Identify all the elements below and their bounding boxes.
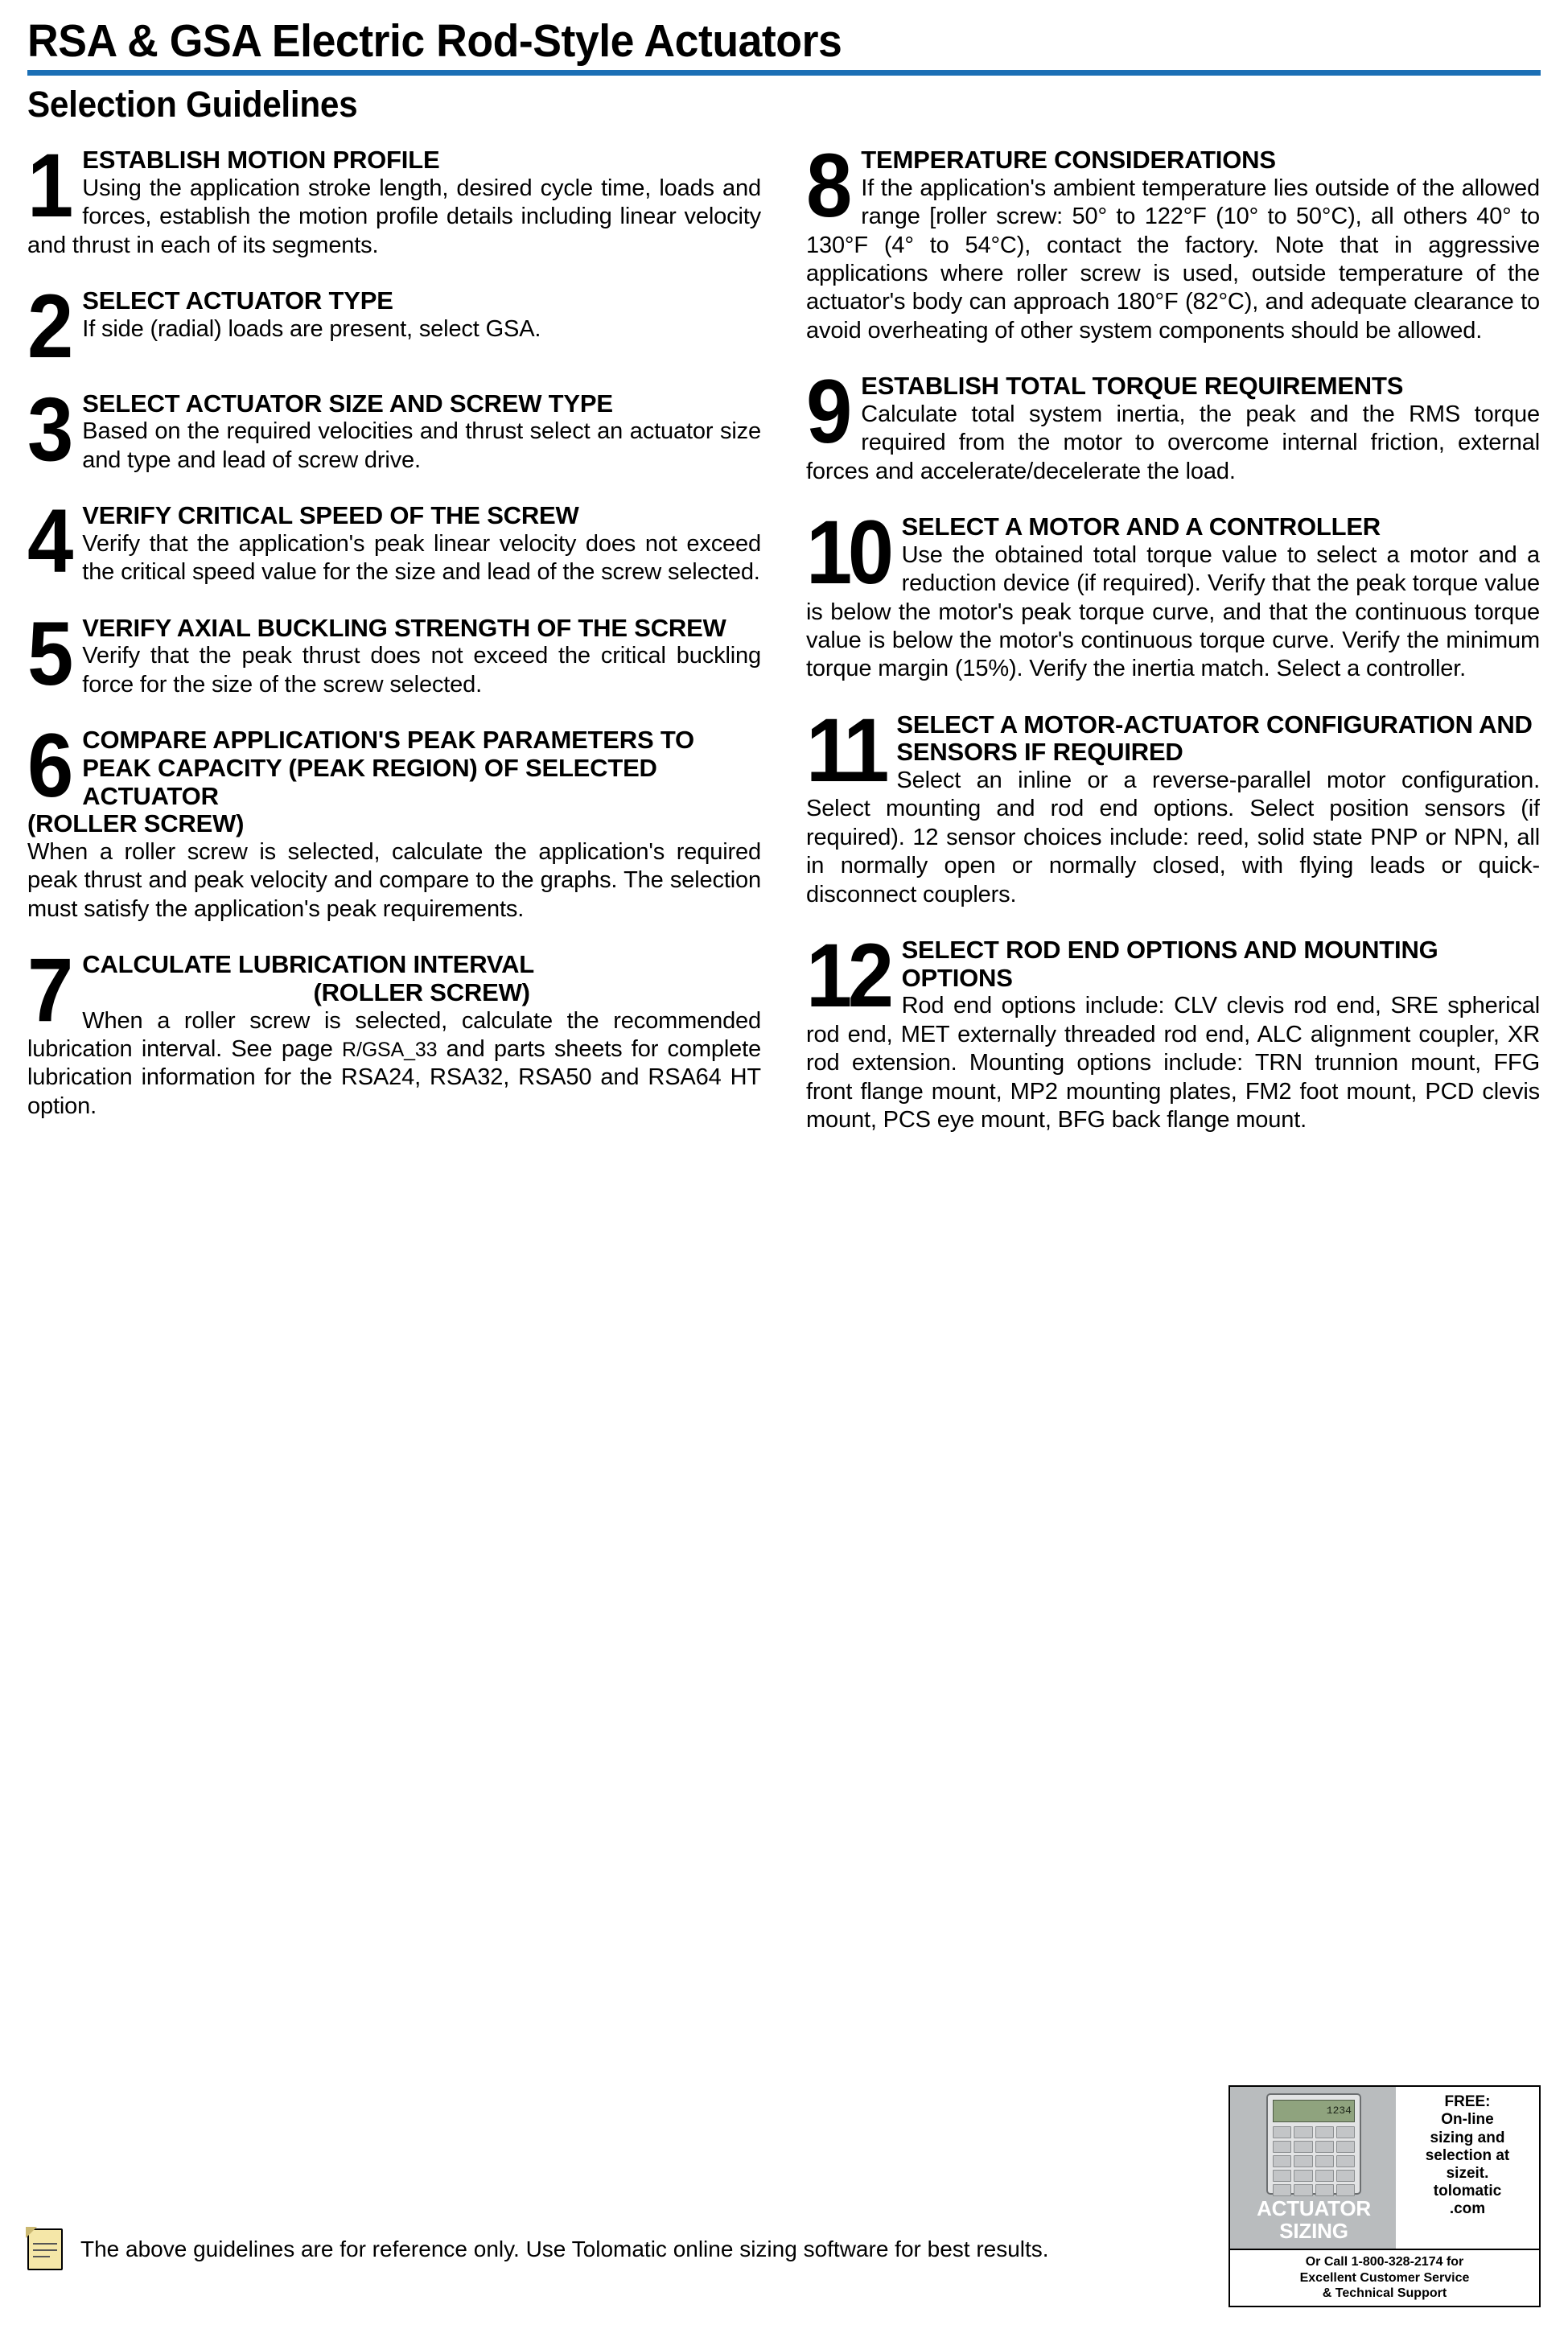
sizing-promo-top bbox=[1230, 2087, 1539, 2249]
promo-line-1: FREE: bbox=[1444, 2093, 1491, 2111]
step-body bbox=[27, 1007, 761, 1121]
step-number: 4 bbox=[27, 502, 71, 587]
promo-line-5: sizeit. bbox=[1446, 2164, 1489, 2182]
step-body: Select an inline or a reverse-parallel motor configuration. Select mounting and rod end options. Select position sensors (if required). 12 sensor choices include: reed, solid state PNP or NPN, all in normally open or normally closed, with flying leads or quick-disconnect couplers. bbox=[806, 767, 1540, 907]
step-12 bbox=[806, 936, 1540, 1134]
promo-line-2: On-line bbox=[1441, 2111, 1494, 2129]
step-1 bbox=[27, 146, 761, 260]
step-11 bbox=[806, 711, 1540, 909]
promo-line-7: .com bbox=[1449, 2199, 1486, 2217]
page-title: RSA & GSA Electric Rod-Style Actuators bbox=[27, 15, 842, 67]
step-6 bbox=[27, 726, 761, 924]
step-heading: CALCULATE LUBRICATION INTERVAL bbox=[82, 951, 535, 979]
step-number: 9 bbox=[806, 372, 850, 463]
step-body: Calculate total system inertia, the peak and the RMS torque required from the motor to overcome internal friction, external forces and accelerate/decelerate the load. bbox=[806, 401, 1540, 484]
title-divider bbox=[27, 70, 1541, 76]
sizing-promo-word-1: ACTUATOR bbox=[1257, 2196, 1371, 2221]
step-heading: SELECT ACTUATOR TYPE bbox=[82, 287, 393, 315]
content-columns bbox=[27, 146, 1541, 1162]
page-subtitle: Selection Guidelines bbox=[27, 84, 358, 126]
step-body-part1: When a roller screw is selected, calculate the recommended lubrication interval. See page bbox=[27, 1007, 761, 1062]
step-body: When a roller screw is selected, calculate the application's required peak thrust and peak velocity and compare to the graphs. The selection must satisfy the application's peak requirements. bbox=[27, 838, 761, 922]
step-body: Based on the required velocities and thrust select an actuator size and type and lead of screw drive. bbox=[82, 418, 761, 473]
step-body-part2: and parts sheets for complete lubrication information for the RSA24, RSA32, RSA50 and RSA64 HT option. bbox=[27, 1035, 761, 1119]
step-heading: SELECT ACTUATOR SIZE AND SCREW TYPE bbox=[82, 389, 613, 418]
step-number: 8 bbox=[806, 146, 850, 237]
step-number: 5 bbox=[27, 614, 71, 700]
promo-line-4: selection at bbox=[1425, 2146, 1510, 2164]
step-number: 7 bbox=[27, 951, 71, 1041]
left-column bbox=[27, 146, 761, 1148]
calculator-keys bbox=[1273, 2126, 1355, 2196]
step-body: Use the obtained total torque value to select a motor and a reduction device (if required). Verify that the peak torque value is below the motor's peak torque curve, and that the continuous torque value is below the motor's continuous torque curve. Verify the minimum torque margin (15%). Verify the inertia match. Select a controller. bbox=[806, 541, 1540, 682]
footer-note bbox=[27, 2228, 1049, 2307]
promo-line-3: sizing and bbox=[1430, 2129, 1505, 2146]
contact-line-3: & Technical Support bbox=[1322, 2286, 1447, 2300]
step-number: 12 bbox=[806, 936, 890, 1026]
step-body: If the application's ambient temperature lies outside of the allowed range [roller screw: 50° to 122°F (10° to 50°C), all others 40° to 130°F (4° to 54°C), contact the factory. Note that in aggressive applications where roller screw is used, outside temperature of the actuator's body can approach 180°F (82°C), and adequate clearance to avoid overheating of other system components should be allowed. bbox=[806, 175, 1540, 344]
contact-line-1: Or Call 1-800-328-2174 for bbox=[1305, 2255, 1464, 2269]
step-heading-note: (ROLLER SCREW) bbox=[27, 809, 245, 838]
footer-note-text: The above guidelines are for reference only. Use Tolomatic online sizing software for best results. bbox=[80, 2237, 1049, 2261]
step-heading: SELECT A MOTOR-ACTUATOR CONFIGURATION AND SENSORS IF REQUIRED bbox=[896, 710, 1533, 767]
step-5 bbox=[27, 615, 761, 699]
promo-line-6: tolomatic bbox=[1433, 2182, 1502, 2199]
footer bbox=[27, 2085, 1541, 2307]
step-body: Verify that the peak thrust does not exceed the critical buckling force for the size of the screw selected. bbox=[82, 643, 761, 698]
step-body: Verify that the application's peak linear velocity does not exceed the critical speed value for the size and lead of the screw selected. bbox=[82, 530, 761, 586]
sizing-promo-left bbox=[1230, 2087, 1396, 2249]
step-heading: ESTABLISH MOTION PROFILE bbox=[82, 146, 440, 175]
step-3 bbox=[27, 390, 761, 475]
step-heading: VERIFY AXIAL BUCKLING STRENGTH OF THE SCREW bbox=[82, 614, 726, 642]
sizing-promo-word-2: SIZING bbox=[1279, 2219, 1348, 2244]
calculator-display: 1234 bbox=[1273, 2100, 1355, 2122]
step-number: 1 bbox=[27, 146, 71, 237]
contact-line-2: Excellent Customer Service bbox=[1299, 2270, 1470, 2285]
step-number: 2 bbox=[27, 287, 71, 363]
sizing-promo-right bbox=[1396, 2087, 1539, 2249]
step-2 bbox=[27, 287, 761, 363]
step-heading: VERIFY CRITICAL SPEED OF THE SCREW bbox=[82, 502, 579, 530]
step-number: 10 bbox=[806, 513, 890, 603]
step-heading-note: (ROLLER SCREW) bbox=[313, 977, 530, 1006]
right-column bbox=[806, 146, 1540, 1162]
calculator-icon bbox=[1266, 2093, 1361, 2195]
actuator-sizing-promo[interactable] bbox=[1228, 2085, 1541, 2307]
step-number: 11 bbox=[806, 710, 885, 800]
step-4 bbox=[27, 502, 761, 586]
step-heading: SELECT ROD END OPTIONS AND MOUNTING OPTIONS bbox=[901, 936, 1438, 992]
step-body: Using the application stroke length, desired cycle time, loads and forces, establish the motion profile details including linear velocity and thrust in each of its segments. bbox=[27, 175, 761, 258]
step-heading: TEMPERATURE CONSIDERATIONS bbox=[861, 146, 1276, 175]
step-body: If side (radial) loads are present, select GSA. bbox=[82, 315, 541, 342]
step-9 bbox=[806, 372, 1540, 486]
step-heading: ESTABLISH TOTAL TORQUE REQUIREMENTS bbox=[861, 372, 1404, 401]
sizing-promo-contact bbox=[1230, 2249, 1539, 2306]
step-number: 6 bbox=[27, 726, 71, 817]
step-number: 3 bbox=[27, 389, 71, 475]
step-7 bbox=[27, 951, 761, 1121]
step-body: Rod end options include: CLV clevis rod end, SRE spherical rod end, MET externally threaded rod end, ALC alignment coupler, XR rod extension. Mounting options include: TRN trunnion mount, FFG front flange mount, MP2 mounting plates, FM2 foot mount, PCD clevis mount, PCS eye mount, BFG back flange mount. bbox=[806, 993, 1540, 1133]
step-heading: COMPARE APPLICATION'S PEAK PARAMETERS TO PEAK CAPACITY (PEAK REGION) OF SELECTED ACTUATOR bbox=[82, 726, 694, 810]
step-heading: SELECT A MOTOR AND A CONTROLLER bbox=[901, 513, 1381, 541]
step-10 bbox=[806, 513, 1540, 684]
note-pad-icon bbox=[27, 2228, 63, 2270]
step-8 bbox=[806, 146, 1540, 345]
page-reference: R/GSA_33 bbox=[342, 1038, 438, 1061]
